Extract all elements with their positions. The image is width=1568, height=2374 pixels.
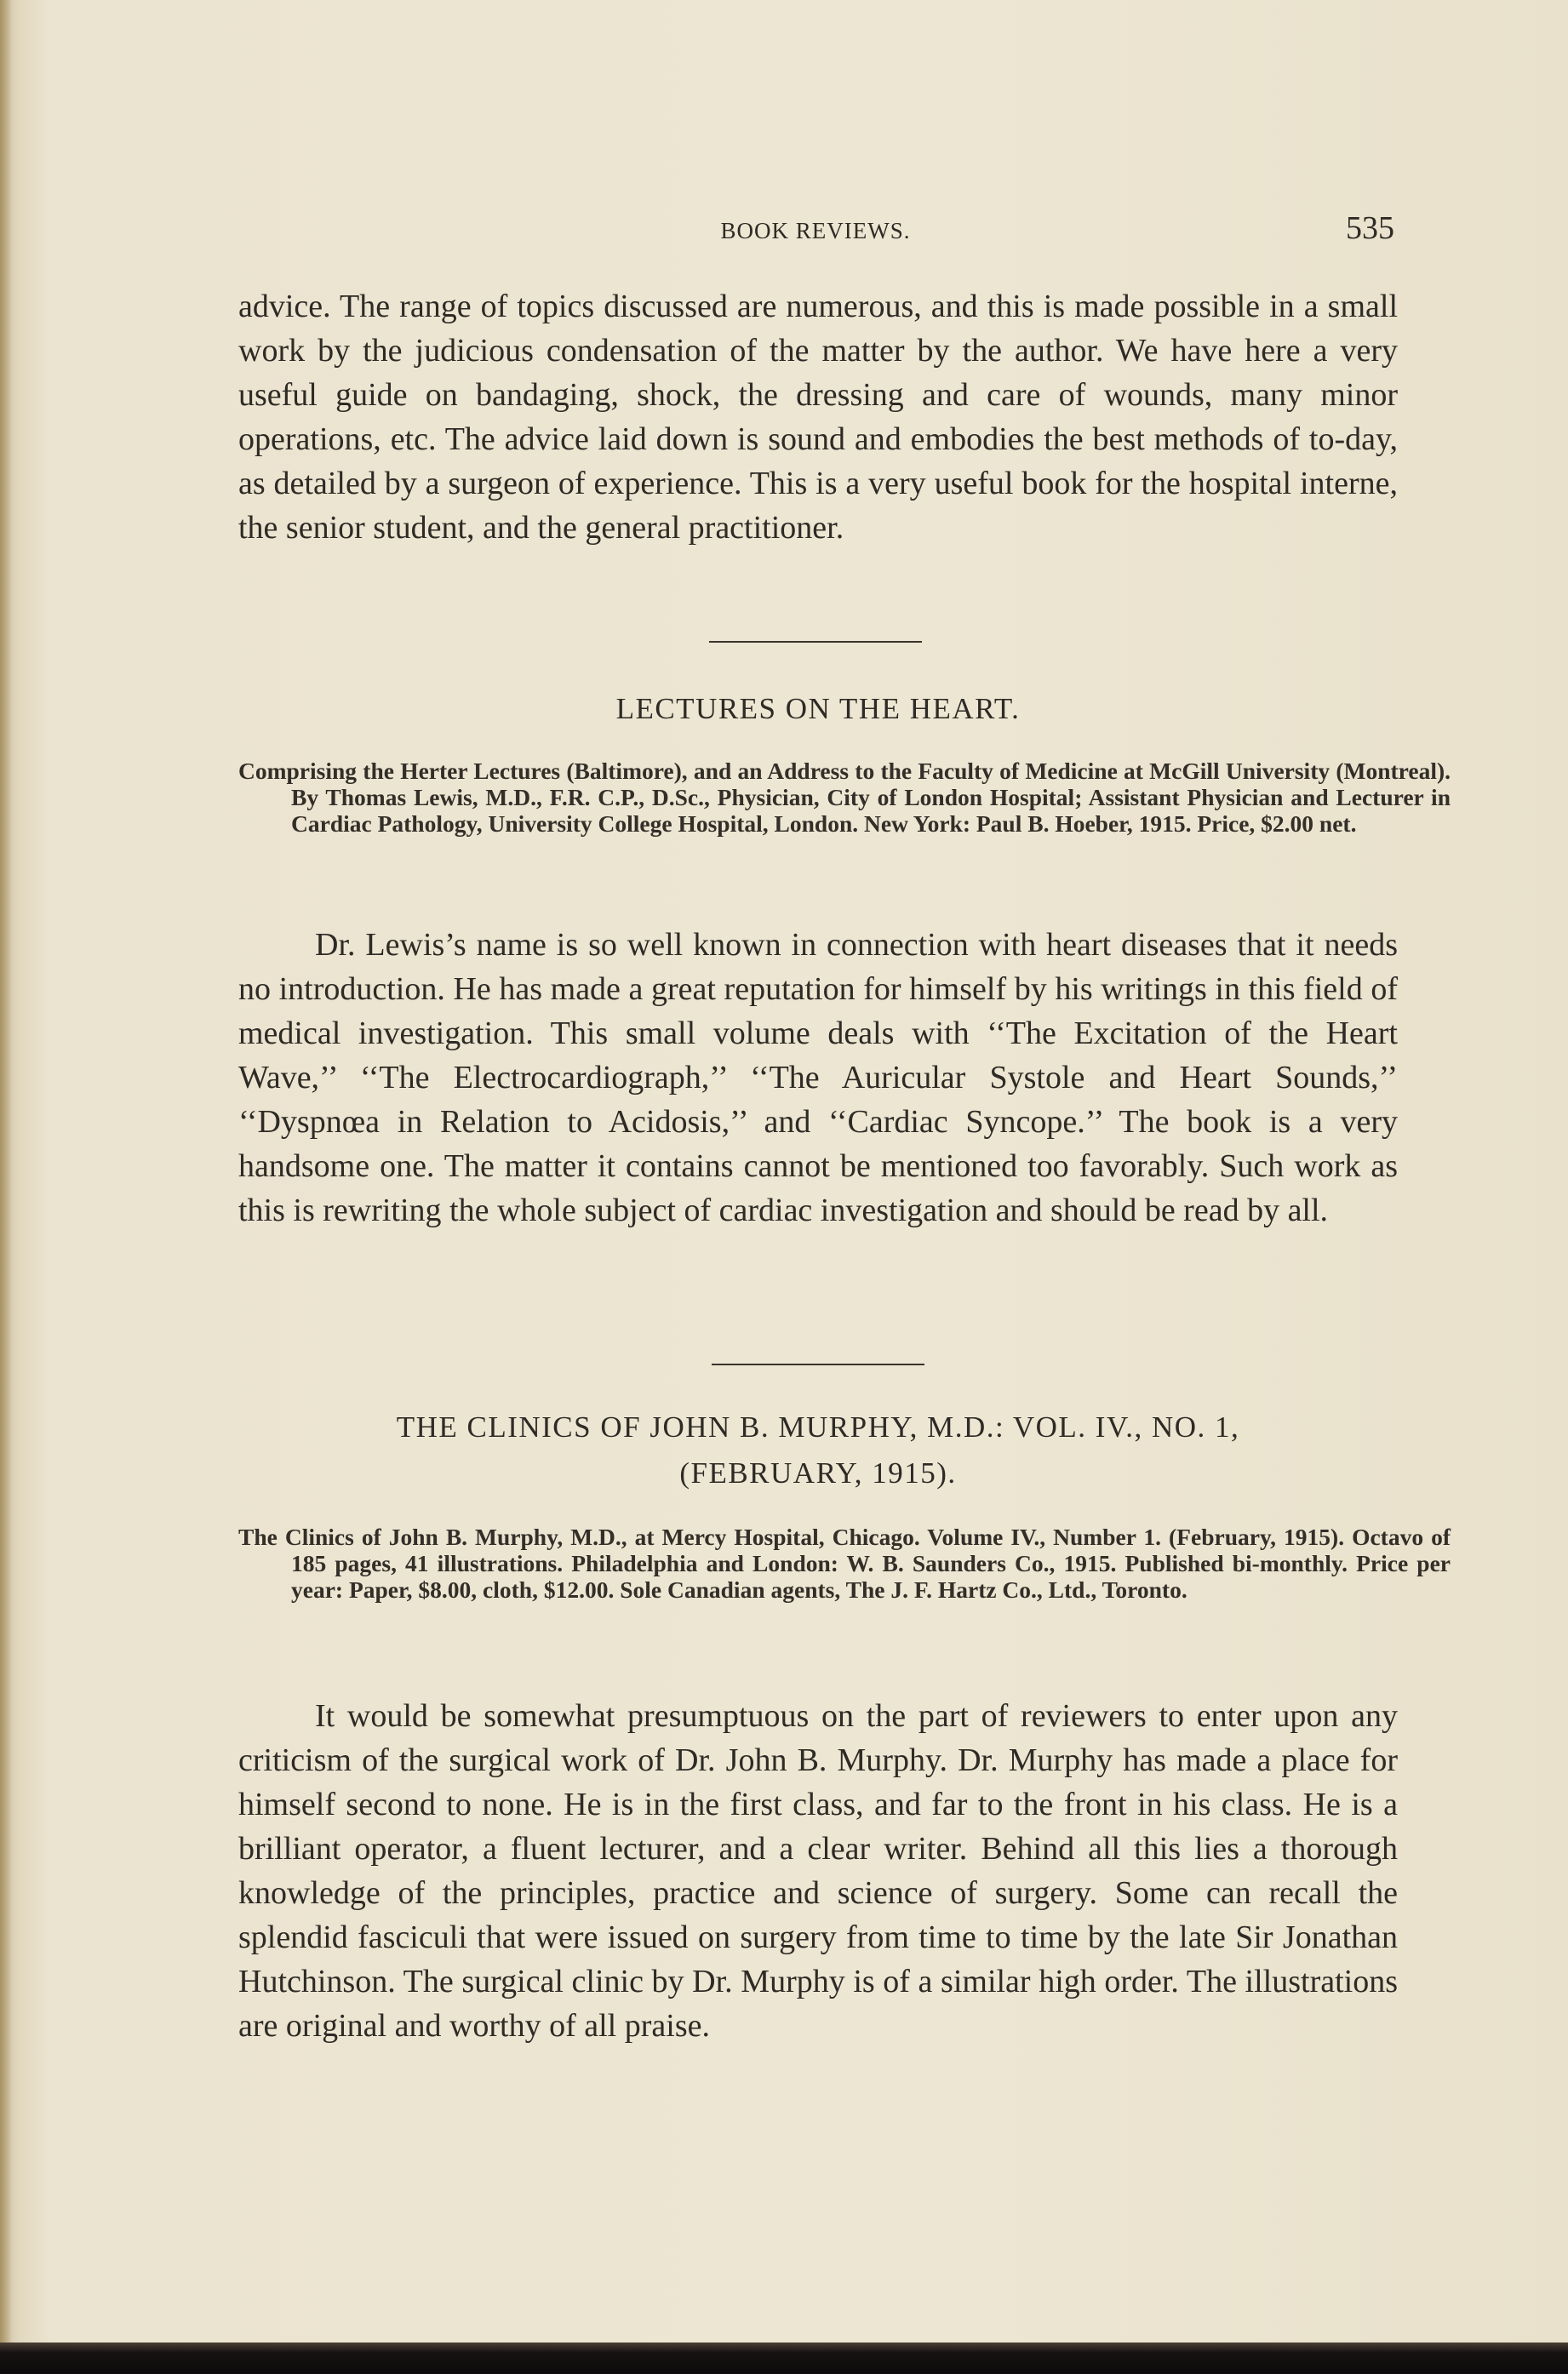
page-bottom-edge xyxy=(0,2343,1568,2374)
review-body-heart: Dr. Lewis’s name is so well known in connection with heart diseases that it needs no introduction. He has made a great reputation for himself by his writings in this field of medical investigation. This small volume deals with ‘‘The Excitation of the Heart Wave,’’ ‘‘The Electrocardiograph,’’ ‘‘The Auricular Systole and Heart Sounds,’’ ‘‘Dyspnœa in Relation to Acidosis,’’ and ‘‘Cardiac Syncope.’’ The book is a very handsome one. The matter it contains cannot be mentioned too favorably. Such work as this is rewriting the whole subject of cardiac investigation and should be read by all. xyxy=(238,927,1398,1228)
running-title: BOOK REVIEWS. xyxy=(720,218,911,243)
page-number: 535 xyxy=(1346,210,1394,246)
review-title-heart: LECTURES ON THE HEART. xyxy=(615,692,1021,725)
review-title-murphy-line1: THE CLINICS OF JOHN B. MURPHY, M.D.: VOL. IV., NO. 1, xyxy=(396,1410,1240,1444)
review-title-murphy-line2: (FEBRUARY, 1915). xyxy=(679,1456,957,1490)
binding-shadow xyxy=(0,0,12,2374)
section-divider xyxy=(712,1364,924,1365)
review-continued-paragraph: advice. The range of topics discussed are numerous, and this is made possible in a small work by the judicious condensation of the matter by the author. We have here a very useful guide on bandaging, shock, the dressing and care of wounds, many minor operations, etc. The advice laid down is sound and embodies the best methods of to-day, as detailed by a surgeon of experience. This is a very useful book for the hospital interne, the senior student, and the general practitioner. xyxy=(238,289,1398,546)
citation-heart: Comprising the Herter Lectures (Baltimore), and an Address to the Faculty of Medicine at McGill University (Montreal). By Thomas Lewis, M.D., F.R. C.P., D.Sc., Physician, City of London Hospital; Assistant Physician and Lecturer in Cardiac Pathology, University College Hospital, London. New York: Paul B. Hoeber, 1915. Price, $2.00 net. xyxy=(238,758,1451,837)
citation-murphy: The Clinics of John B. Murphy, M.D., at Mercy Hospital, Chicago. Volume IV., Number 1. (February, 1915). Octavo of 185 pages, 41 illustrations. Philadelphia and London: W. B. Saunders Co., 1915. Published bi-monthly. Price per year: Paper, $8.00, cloth, $12.00. Sole Canadian agents, The J. F. Hartz Co., Ltd., Toronto. xyxy=(238,1524,1451,1603)
running-head xyxy=(237,209,1394,252)
review-body-murphy: It would be somewhat presumptuous on the part of reviewers to enter upon any criticism of the surgical work of Dr. John B. Murphy. Dr. Murphy has made a place for himself second to none. He is in the first class, and far to the front in his class. He is a brilliant operator, a fluent lecturer, and a clear writer. Behind all this lies a thorough knowledge of the principles, practice and science of surgery. Some can recall the splendid fasciculi that were issued on surgery from time to time by the late Sir Jonathan Hutchinson. The surgical clinic by Dr. Murphy is of a similar high order. The illustrations are original and worthy of all praise. xyxy=(238,1698,1398,2044)
section-divider xyxy=(709,641,922,643)
review-title-murphy xyxy=(238,1404,1398,1496)
